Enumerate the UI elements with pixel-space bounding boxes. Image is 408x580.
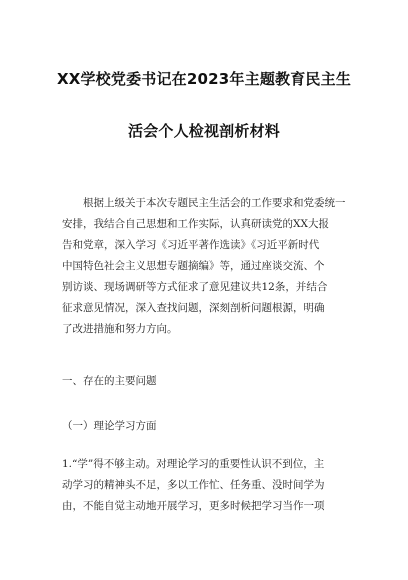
item-line: 由，不能自觉主动地开展学习，更多时候把学习当作一项 xyxy=(62,500,325,512)
item-line: 动学习的精神头不足，多以工作忙、任务重、没时间学为 xyxy=(62,479,325,491)
intro-line: 根据上级关于本次专题民主生活会的工作要求和党委统一 xyxy=(83,197,346,209)
document-title-line-1: XX学校党委书记在2023年主题教育民主生 xyxy=(56,70,352,88)
item-line: 1.“学”得不够主动。对理论学习的重要性认识不到位，主 xyxy=(62,458,325,470)
item-paragraph xyxy=(62,454,362,517)
intro-line: 告和党章，深入学习《习近平著作选读》《习近平新时代 xyxy=(62,239,320,251)
subsection-heading: （一）理论学习方面 xyxy=(62,420,157,432)
intro-line: 征求意见情况，深入查找问题，深刻剖析问题根源，明确 xyxy=(62,302,325,314)
document-title-line-2: 活会个人检视剖析材料 xyxy=(127,122,280,140)
intro-paragraph xyxy=(62,193,362,340)
intro-line: 别访谈、现场调研等方式征求了意见建议共12条，并结合 xyxy=(62,281,328,293)
intro-line: 安排，我结合自己思想和工作实际，认真研读党的XX大报 xyxy=(62,218,329,230)
section-heading: 一、存在的主要问题 xyxy=(62,375,157,387)
intro-line: 了改进措施和努力方向。 xyxy=(62,323,178,335)
intro-line: 中国特色社会主义思想专题摘编》等，通过座谈交流、个 xyxy=(62,260,325,272)
